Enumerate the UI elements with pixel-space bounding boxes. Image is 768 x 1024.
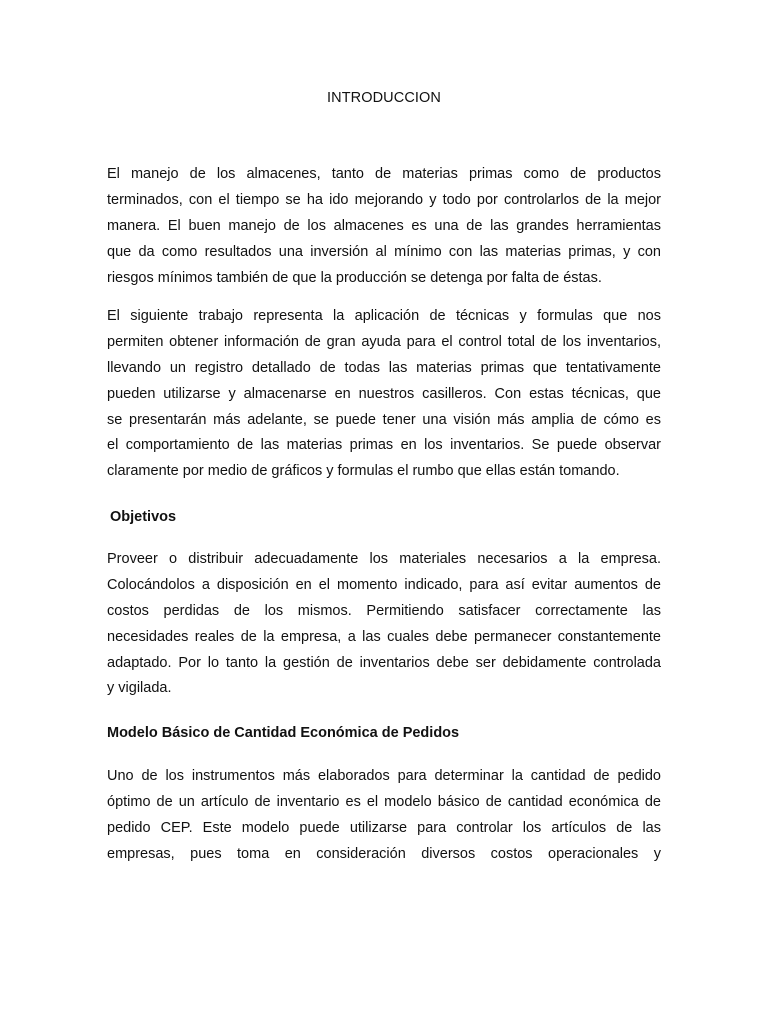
intro-paragraph-2 [107, 304, 661, 485]
text-line: riesgos mínimos también de que la producción se detenga por falta de éstas. [107, 269, 602, 286]
text-line: manera. El buen manejo de los almacenes es una de las grandes herramientas [107, 217, 661, 234]
text-line: óptimo de un artículo de inventario es el modelo básico de cantidad económica de [107, 793, 661, 810]
text-line: adaptado. Por lo tanto la gestión de inventarios debe ser debidamente controlada [107, 654, 661, 671]
text-line: El siguiente trabajo representa la aplicación de técnicas y formulas que nos [107, 308, 661, 324]
text-line: se presentarán más adelante, se puede tener una visión más amplia de cómo es [107, 411, 661, 428]
text-line: claramente por medio de gráficos y formulas el rumbo que ellas están tomando. [107, 463, 620, 480]
modelo-paragraph [107, 764, 661, 868]
text-line: El manejo de los almacenes, tanto de materias primas como de productos [107, 166, 661, 182]
objetivos-paragraph [107, 547, 661, 702]
text-line: permiten obtener información de gran ayuda para el control total de los inventarios, [107, 333, 661, 350]
document-title: INTRODUCCION [327, 90, 441, 106]
text-line: necesidades reales de la empresa, a las cuales debe permanecer constantemente [107, 628, 661, 645]
text-line: llevando un registro detallado de todas las materias primas que tentativamente [107, 359, 661, 376]
section-heading-modelo: Modelo Básico de Cantidad Económica de Pedidos [107, 725, 460, 741]
text-line: costos perdidas de los mismos. Permitiendo satisfacer correctamente las [107, 602, 661, 619]
text-line: empresas, pues toma en consideración diversos costos operacionales y [107, 845, 661, 862]
intro-paragraph-1 [107, 162, 661, 291]
text-line: el comportamiento de las materias primas en los inventarios. Se puede observar [107, 437, 661, 454]
text-line: y vigilada. [107, 680, 172, 697]
text-line: pedido CEP. Este modelo puede utilizarse para controlar los artículos de las [107, 819, 661, 836]
text-line: terminados, con el tiempo se ha ido mejorando y todo por controlarlos de la mejor [107, 191, 661, 208]
text-line: pueden utilizarse y almacenarse en nuestros casilleros. Con estas técnicas, que [107, 385, 661, 402]
text-line: Proveer o distribuir adecuadamente los materiales necesarios a la empresa. [107, 551, 661, 567]
section-heading-objetivos: Objetivos [110, 509, 177, 525]
text-line: que da como resultados una inversión al mínimo con las materias primas, y con [107, 243, 661, 260]
text-line: Uno de los instrumentos más elaborados para determinar la cantidad de pedido [107, 768, 661, 784]
text-line: Colocándolos a disposición en el momento indicado, para así evitar aumentos de [107, 576, 661, 593]
